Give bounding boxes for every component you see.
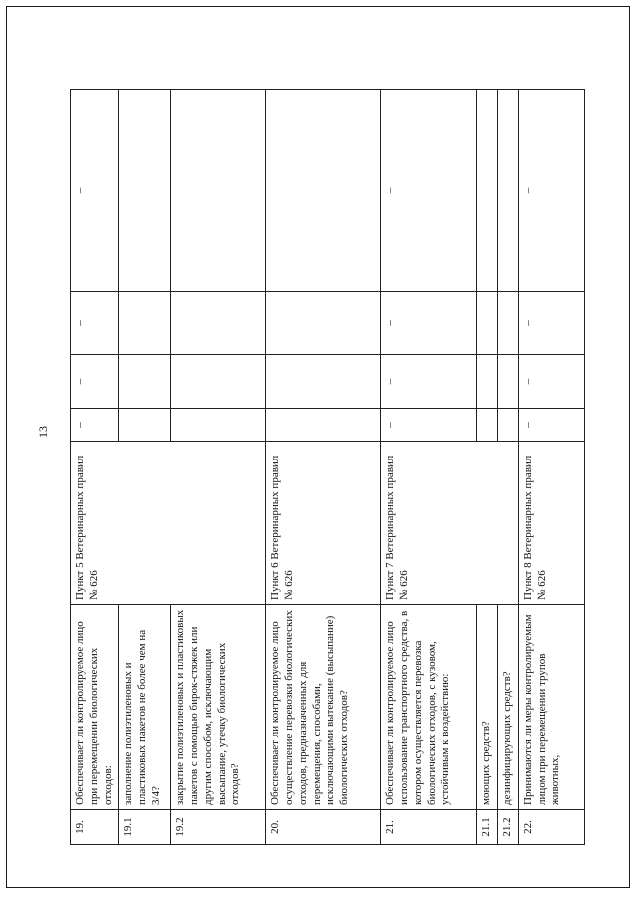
row-mark — [477, 355, 498, 409]
row-question: дезинфицирующих средств? — [498, 605, 519, 810]
row-number: 21.2 — [498, 810, 519, 845]
row-basis: Пункт 8 Ветеринарных правил № 626 — [518, 442, 584, 605]
row-mark: – — [71, 409, 119, 442]
row-mark — [498, 355, 519, 409]
row-mark — [498, 409, 519, 442]
table-row — [518, 90, 584, 845]
row-number: 22. — [518, 810, 584, 845]
row-question: Принимаются ли меры контролируемым лицом при перемещении трупов животных, — [518, 605, 584, 810]
row-mark — [171, 409, 266, 442]
page-number: 13 — [36, 426, 50, 438]
row-basis: Пункт 7 Ветеринарных правил № 626 — [381, 442, 519, 605]
row-mark — [266, 90, 381, 292]
row-mark — [477, 409, 498, 442]
row-number: 19.1 — [119, 810, 171, 845]
row-mark — [171, 90, 266, 292]
row-mark: – — [71, 355, 119, 409]
table-row — [71, 90, 119, 845]
row-mark — [119, 90, 171, 292]
row-basis: Пункт 5 Ветеринарных правил № 626 — [71, 442, 266, 605]
row-number: 19.2 — [171, 810, 266, 845]
row-mark — [119, 355, 171, 409]
row-mark — [477, 90, 498, 292]
row-mark: – — [71, 90, 119, 292]
row-mark: – — [381, 409, 477, 442]
row-mark — [171, 292, 266, 355]
row-mark — [498, 90, 519, 292]
row-mark — [266, 292, 381, 355]
row-question: Обеспечивает ли контролируемое лицо осуществление перевозки биологических отходов, предназначенных для перемещения, способами, исключающими вытекание (высыпание) биологических отходов? — [266, 605, 381, 810]
row-basis: Пункт 6 Ветеринарных правил № 626 — [266, 442, 381, 605]
row-mark: – — [518, 90, 584, 292]
row-mark: – — [381, 292, 477, 355]
checklist-table — [70, 89, 585, 845]
table-row — [381, 90, 477, 845]
row-question: Обеспечивает ли контролируемое лицо при перемещении биологических отходов: — [71, 605, 119, 810]
row-mark: – — [518, 292, 584, 355]
row-question: закрытие полиэтиленовых и пластиковых пакетов с помощью бирок-стяжек или другим способом, исключающим высыпание, утечку биологических отходов? — [171, 605, 266, 810]
row-number: 21.1 — [477, 810, 498, 845]
row-question: заполнение полиэтиленовых и пластиковых пакетов не более чем на 3/4? — [119, 605, 171, 810]
row-mark — [266, 355, 381, 409]
row-mark — [266, 409, 381, 442]
row-mark — [477, 292, 498, 355]
row-mark: – — [518, 355, 584, 409]
row-number: 21. — [381, 810, 477, 845]
row-mark — [119, 409, 171, 442]
row-number: 20. — [266, 810, 381, 845]
row-mark — [119, 292, 171, 355]
row-mark — [171, 355, 266, 409]
row-mark: – — [381, 355, 477, 409]
rotated-page-content — [70, 90, 580, 845]
row-question: моющих средств? — [477, 605, 498, 810]
row-number: 19. — [71, 810, 119, 845]
row-question: Обеспечивает ли контролируемое лицо использование транспортного средства, в котором осуществляется перевозка биологических отходов, с кузовом, устойчивым к воздействию: — [381, 605, 477, 810]
row-mark: – — [518, 409, 584, 442]
table-row — [266, 90, 381, 845]
row-mark — [498, 292, 519, 355]
row-mark: – — [71, 292, 119, 355]
row-mark: – — [381, 90, 477, 292]
